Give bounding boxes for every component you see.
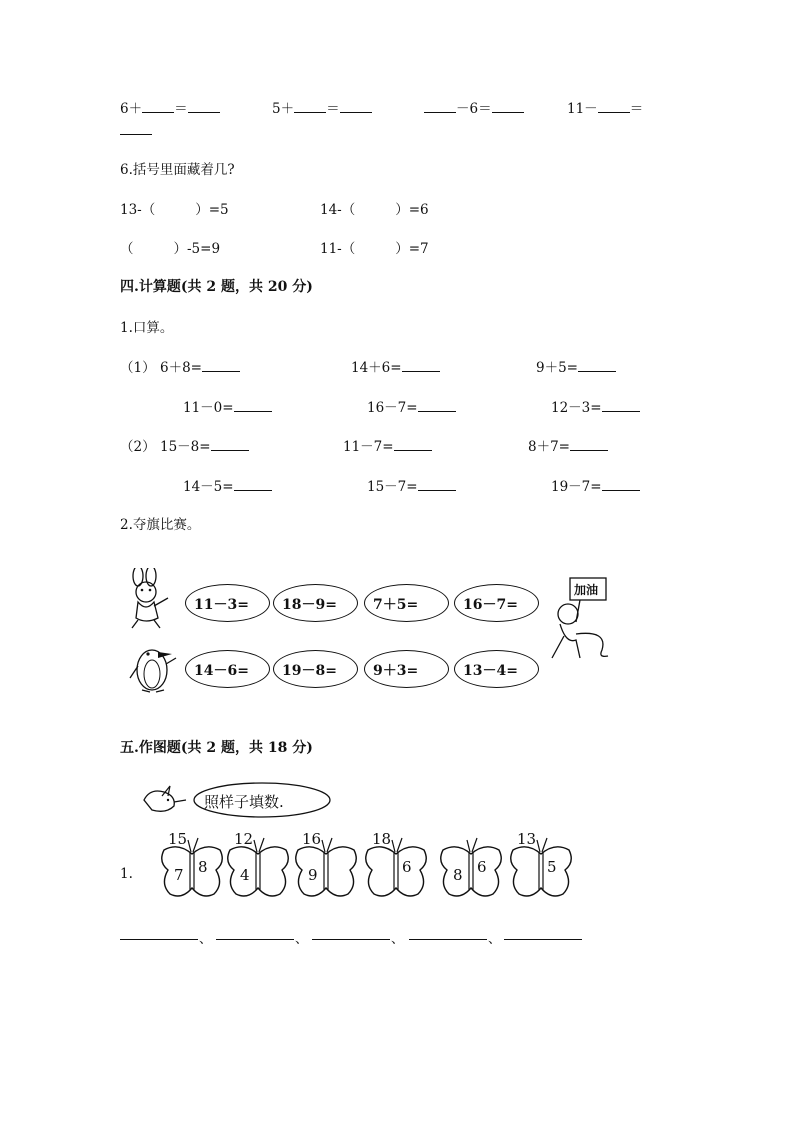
butterfly-right-number: 6 xyxy=(477,858,487,876)
answer-line[interactable] xyxy=(312,938,390,940)
answer-blank[interactable] xyxy=(602,399,640,412)
flag-problem[interactable] xyxy=(364,650,449,688)
butterfly-left-number: 7 xyxy=(174,866,184,884)
calc-item xyxy=(551,396,640,416)
equation-1 xyxy=(120,97,220,117)
answer-line[interactable] xyxy=(409,938,487,940)
answer-blank[interactable] xyxy=(418,399,456,412)
answer-blank[interactable] xyxy=(234,478,272,491)
calc-item xyxy=(343,435,432,455)
question-2-title: 2.夺旗比赛。 xyxy=(120,517,201,533)
answer-line[interactable] xyxy=(504,938,582,940)
answer-blank[interactable] xyxy=(120,122,152,135)
equation-text: ）=7 xyxy=(395,241,429,257)
butterfly-right-number: 6 xyxy=(402,858,412,876)
separator: 、 xyxy=(295,932,309,947)
answer-blank[interactable] xyxy=(394,438,432,451)
speech-bubble-text: 照样子填数. xyxy=(204,793,284,811)
calc-item xyxy=(183,396,272,416)
answer-blank[interactable] xyxy=(602,478,640,491)
equation-text: 14-（ xyxy=(320,202,356,218)
answer-blank[interactable] xyxy=(234,399,272,412)
answer-line[interactable] xyxy=(120,938,198,940)
equation-text: ＝ xyxy=(629,101,644,117)
equation-text: 11－ xyxy=(567,101,598,117)
sign-text: 加油 xyxy=(574,583,599,597)
answer-blank[interactable] xyxy=(188,100,220,113)
calc-item xyxy=(160,435,249,455)
equation-text: ＝ xyxy=(174,101,188,117)
paren-equation-4 xyxy=(320,237,429,257)
equation-4 xyxy=(567,97,643,117)
butterfly xyxy=(437,836,505,906)
calc-text: 11－7= xyxy=(343,439,394,455)
flag-problem[interactable] xyxy=(185,650,270,688)
answer-blank[interactable] xyxy=(211,438,249,451)
calc-item xyxy=(160,356,240,376)
flag-problem[interactable] xyxy=(273,584,358,622)
butterfly xyxy=(362,830,430,906)
calc-text: 14－5= xyxy=(183,479,234,495)
calc-text: 12－3= xyxy=(551,400,602,416)
question-number: 1. xyxy=(120,866,133,882)
answer-blank[interactable] xyxy=(340,100,372,113)
calc-item xyxy=(351,356,440,376)
equation-text: ＝ xyxy=(326,101,340,117)
answer-blank[interactable] xyxy=(598,100,630,113)
equation-text: －6＝ xyxy=(456,101,492,117)
flag-problem-text: 14－6= xyxy=(194,663,249,679)
butterfly xyxy=(158,830,226,906)
group-2-label: （2） xyxy=(120,439,156,455)
flag-problem-text: 9＋3= xyxy=(373,663,419,679)
calc-text: 9＋5= xyxy=(536,360,578,376)
butterfly-top-number: 12 xyxy=(234,830,254,848)
equation-4-answer xyxy=(120,122,152,139)
answer-blank[interactable] xyxy=(418,478,456,491)
flag-problem-text: 19－8= xyxy=(282,663,337,679)
answer-blank[interactable] xyxy=(142,100,174,113)
flag-problem-text: 11－3= xyxy=(194,597,249,613)
butterfly-left-number: 9 xyxy=(308,866,318,884)
equation-text: 6＋ xyxy=(120,101,143,117)
paren-equation-2 xyxy=(320,198,429,218)
calc-text: 11－0= xyxy=(183,400,234,416)
answer-blank[interactable] xyxy=(294,100,326,113)
answer-blank[interactable] xyxy=(570,438,608,451)
flag-problem-text: 7＋5= xyxy=(373,597,419,613)
calc-text: 14＋6= xyxy=(351,360,402,376)
question-1-title: 1.口算。 xyxy=(120,320,174,336)
section-5-heading: 五.作图题(共 2 题，共 18 分) xyxy=(120,740,313,756)
flag-problem-text: 16－7= xyxy=(463,597,518,613)
equation-text: 5＋ xyxy=(272,101,295,117)
butterfly-left-number: 4 xyxy=(240,866,250,884)
butterfly-icon xyxy=(437,836,505,906)
butterfly-top-number: 16 xyxy=(302,830,322,848)
equation-3 xyxy=(424,97,524,117)
answer-blank[interactable] xyxy=(402,359,440,372)
equation-text: ）-5=9 xyxy=(173,241,221,257)
answer-blank[interactable] xyxy=(202,359,240,372)
butterfly-top-number: 18 xyxy=(372,830,392,848)
equation-text: （ xyxy=(120,241,134,257)
flag-problem-text: 18－9= xyxy=(282,597,337,613)
calc-text: 16－7= xyxy=(367,400,418,416)
flag-problem[interactable] xyxy=(364,584,449,622)
flag-problem[interactable] xyxy=(273,650,358,688)
calc-text: 8＋7= xyxy=(528,439,570,455)
calc-text: 15－7= xyxy=(367,479,418,495)
paren-equation-1 xyxy=(120,198,229,218)
flag-problem[interactable] xyxy=(454,584,539,622)
butterfly-right-number: 8 xyxy=(198,858,208,876)
equation-text: 11-（ xyxy=(320,241,356,257)
equation-text: 13-（ xyxy=(120,202,156,218)
butterfly xyxy=(224,830,292,906)
flag-problem-text: 13－4= xyxy=(463,663,518,679)
equation-text: ）=5 xyxy=(195,202,229,218)
group-1-label: （1） xyxy=(120,360,156,376)
flag-problem[interactable] xyxy=(454,650,539,688)
question-6-title: 6.括号里面藏着几? xyxy=(120,162,235,178)
calc-item xyxy=(536,356,616,376)
calc-item xyxy=(183,475,272,495)
butterfly-right-number: 5 xyxy=(547,858,557,876)
separator: 、 xyxy=(391,932,405,947)
butterfly xyxy=(507,830,575,906)
calc-item xyxy=(367,475,456,495)
separator: 、 xyxy=(488,932,502,947)
butterfly-top-number: 15 xyxy=(168,830,188,848)
calc-item xyxy=(551,475,640,495)
calc-text: 19－7= xyxy=(551,479,602,495)
penguin-illustration xyxy=(128,638,180,694)
separator: 、 xyxy=(199,932,213,947)
butterfly xyxy=(292,830,360,906)
butterfly-left-number: 8 xyxy=(453,866,463,884)
calc-item xyxy=(367,396,456,416)
flag-problem[interactable] xyxy=(185,584,270,622)
answer-blank[interactable] xyxy=(578,359,616,372)
calc-item xyxy=(528,435,608,455)
equation-text: ）=6 xyxy=(395,202,429,218)
answer-blank[interactable] xyxy=(492,100,524,113)
paren-equation-3 xyxy=(120,237,220,257)
butterfly-top-number: 13 xyxy=(517,830,537,848)
section-4-heading: 四.计算题(共 2 题，共 20 分) xyxy=(120,279,313,295)
answer-line[interactable] xyxy=(216,938,294,940)
equation-2 xyxy=(272,97,372,117)
answer-blank[interactable] xyxy=(424,100,456,113)
calc-text: 6＋8= xyxy=(160,360,202,376)
calc-text: 15－8= xyxy=(160,439,211,455)
rabbit-illustration xyxy=(124,568,182,630)
